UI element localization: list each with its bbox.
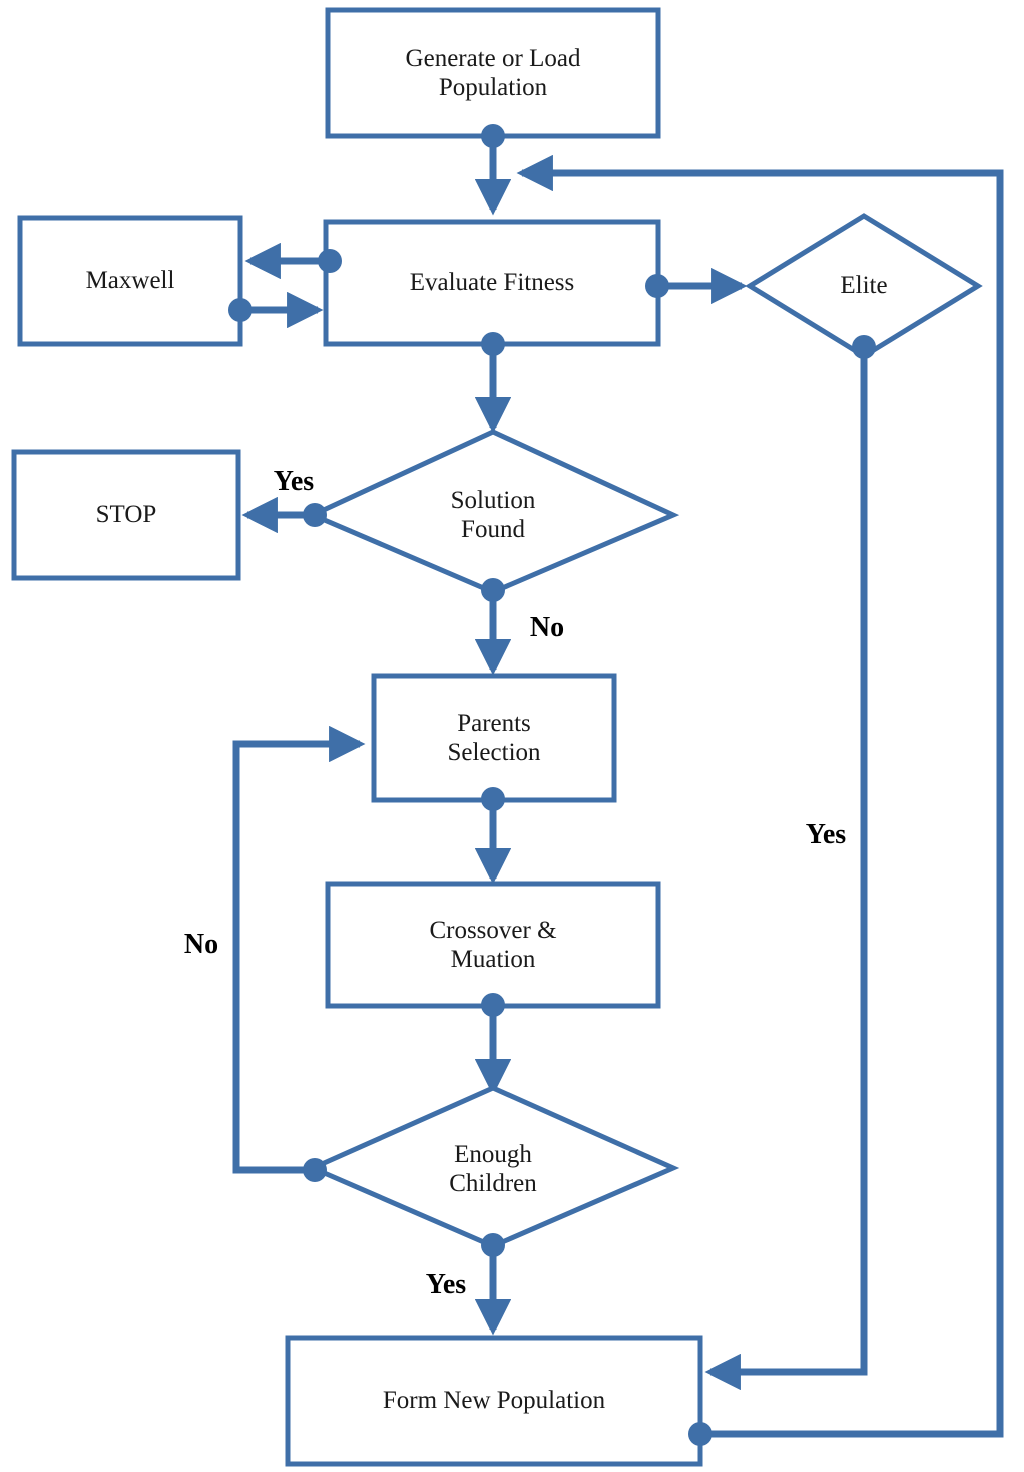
node-crossover-mutation-line2: Muation [450, 946, 536, 973]
node-solution-found-line2: Found [461, 516, 525, 543]
node-generate-population-line2: Population [438, 74, 548, 101]
node-parents-selection-line2: Selection [447, 739, 541, 766]
edge-label-elite-yes: Yes [805, 819, 847, 850]
edge-label-solution-no: No [529, 612, 565, 643]
node-maxwell-line1: Maxwell [85, 267, 175, 295]
node-form-new-population-line1: Form New Population [382, 1387, 606, 1415]
node-enough-children-line2: Children [449, 1170, 537, 1197]
node-elite-line1: Elite [840, 272, 888, 300]
edge-label-solution-yes: Yes [273, 466, 315, 497]
edge-label-children-no: No [183, 929, 219, 960]
node-stop-line1: STOP [95, 501, 157, 529]
node-parents-selection-line1: Parents [457, 709, 531, 737]
node-solution-found-line1: Solution [450, 486, 536, 514]
node-enough-children-line1: Enough [454, 1140, 532, 1168]
edge-label-children-yes: Yes [425, 1269, 467, 1300]
node-generate-population-line1: Generate or Load [405, 44, 581, 72]
node-evaluate-fitness-line1: Evaluate Fitness [409, 269, 575, 297]
node-crossover-mutation-line1: Crossover & [429, 916, 557, 944]
